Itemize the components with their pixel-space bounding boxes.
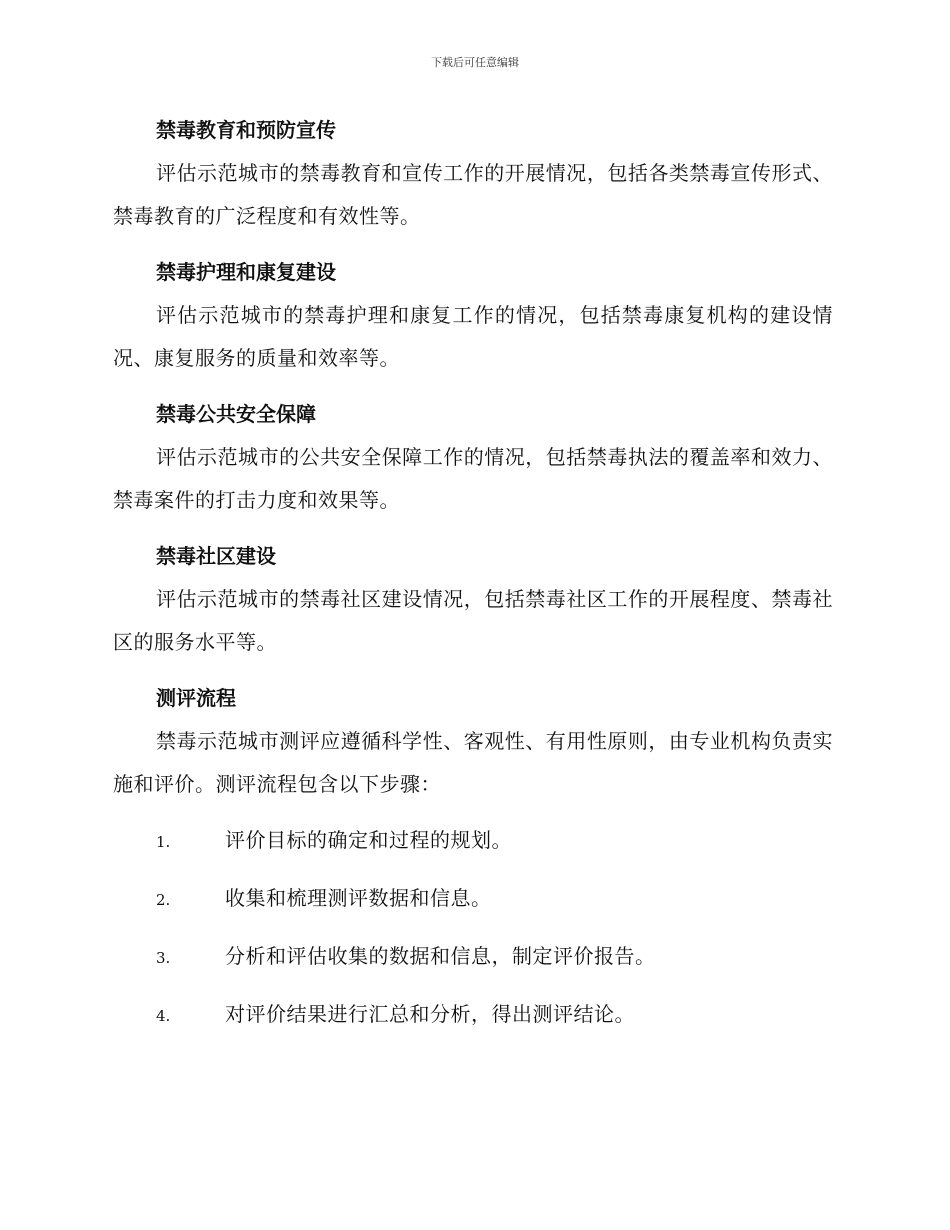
section-public-safety [113,394,833,522]
list-item [113,994,833,1052]
section-paragraph: 评估示范城市的公共安全保障工作的情况，包括禁毒执法的覆盖率和效力、禁毒案件的打击力度和效果等。 [113,445,833,512]
steps-list [113,820,833,1052]
step-number: 2. [156,891,171,909]
page-header-note: 下载后可任意编辑 [431,56,519,69]
section-rehab-construction [113,252,833,380]
section-paragraph: 评估示范城市的禁毒教育和宣传工作的开展情况，包括各类禁毒宣传形式、禁毒教育的广泛程度和有效性等。 [113,161,833,228]
section-paragraph: 评估示范城市的禁毒社区建设情况，包括禁毒社区工作的开展程度、禁毒社区的服务水平等。 [113,587,833,654]
section-heading: 禁毒公共安全保障 [156,402,316,426]
step-text: 评价目标的确定和过程的规划。 [225,828,512,852]
section-heading: 禁毒护理和康复建设 [156,260,336,284]
step-text: 对评价结果进行汇总和分析，得出测评结论。 [225,1002,635,1026]
list-item [113,820,833,878]
step-number: 4. [156,1007,171,1025]
section-community-construction [113,536,833,664]
section-drug-education [113,110,833,238]
step-text: 收集和梳理测评数据和信息。 [225,886,492,910]
section-evaluation-process [113,678,833,806]
section-heading: 禁毒社区建设 [156,544,276,568]
step-number: 1. [156,833,171,851]
list-item [113,936,833,994]
step-number: 3. [156,949,171,967]
step-text: 分析和评估收集的数据和信息，制定评价报告。 [225,944,656,968]
section-heading: 禁毒教育和预防宣传 [156,118,336,142]
section-paragraph: 禁毒示范城市测评应遵循科学性、客观性、有用性原则，由专业机构负责实施和评价。测评流程包含以下步骤： [113,729,833,796]
document-body [113,110,833,1052]
section-paragraph: 评估示范城市的禁毒护理和康复工作的情况，包括禁毒康复机构的建设情况、康复服务的质量和效率等。 [113,303,833,370]
section-heading: 测评流程 [156,686,236,710]
list-item [113,878,833,936]
